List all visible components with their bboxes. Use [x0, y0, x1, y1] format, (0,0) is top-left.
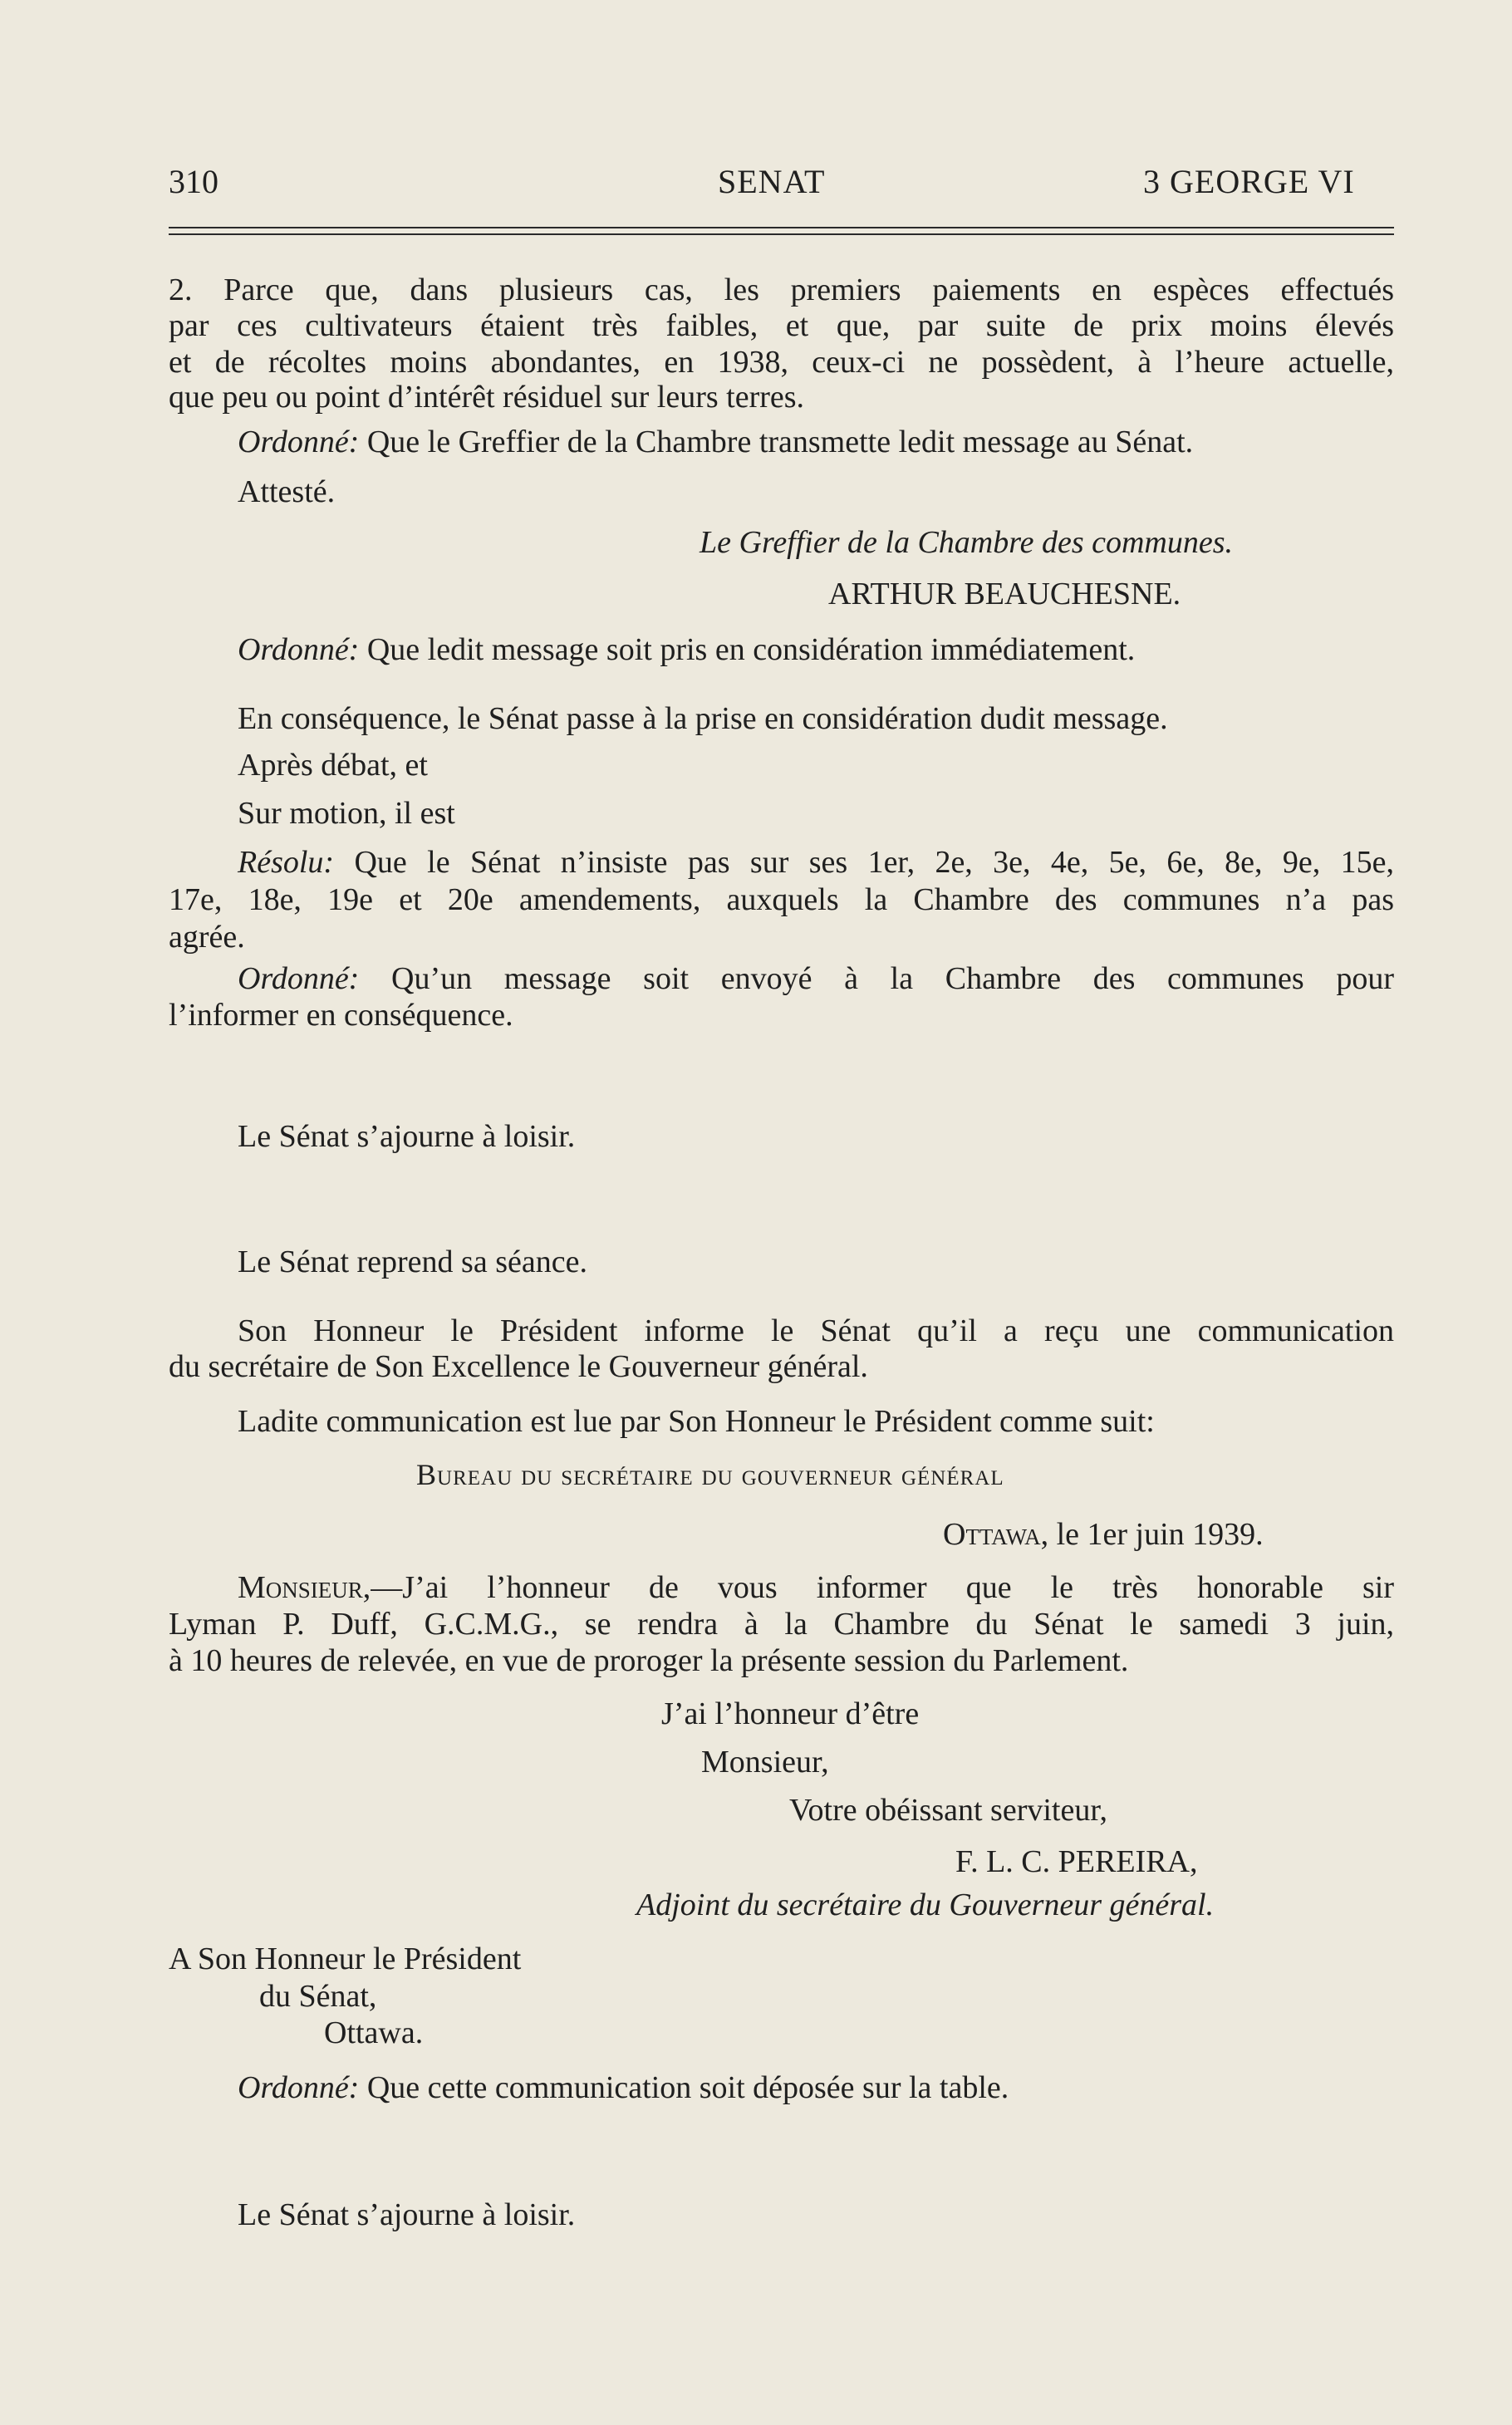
ordonne3-line1 [238, 960, 1394, 998]
letter-body-text1: —J’ai l’honneur de vous informer que le très honorable sir [371, 1570, 1394, 1605]
page-number: 310 [169, 163, 218, 200]
ordonne3-label: Ordonné: [238, 961, 360, 996]
session-label: 3 GEORGE VI [1143, 163, 1355, 200]
letter-body-line2: Lyman P. Duff, G.C.M.G., se rendra à la Chambre du Sénat le samedi 3 juin, [169, 1607, 1394, 1642]
letter-sig-title: Adjoint du secrétaire du Gouverneur général. [636, 1887, 1215, 1922]
letter-place: Ottawa, [943, 1517, 1049, 1552]
reprend: Le Sénat reprend sa séance. [238, 1244, 587, 1279]
letter-address1: A Son Honneur le Président [169, 1941, 522, 1976]
consequence: En conséquence, le Sénat passe à la prise en considération dudit message. [238, 701, 1168, 736]
atteste: Attesté. [238, 474, 336, 509]
ordonne1-text: Que le Greffier de la Chambre transmette ledit message au Sénat. [366, 425, 1194, 459]
ajourne1: Le Sénat s’ajourne à loisir. [238, 1119, 576, 1154]
sur-motion: Sur motion, il est [238, 796, 455, 831]
ordonne2-text: Que ledit message soit pris en considération immédiatement. [366, 632, 1136, 667]
ordonne1-label: Ordonné: [238, 425, 360, 459]
para1-line3: et de récoltes moins abondantes, en 1938, ceux-ci ne possèdent, à l’heure actuelle, [169, 345, 1394, 380]
resolu-line2: 17e, 18e, 19e et 20e amendements, auxquels la Chambre des communes n’a pas [169, 882, 1394, 917]
honneur-line1: Son Honneur le Président informe le Sénat qu’il a reçu une communication [238, 1313, 1394, 1348]
ordonne4-label: Ordonné: [238, 2070, 360, 2105]
apres-debat: Après débat, et [238, 748, 428, 783]
resolu-line1 [238, 843, 1394, 881]
ordonne4-text: Que cette communication soit déposée sur la table. [366, 2070, 1009, 2105]
letter-office: Bureau du secrétaire du gouverneur général [416, 1458, 1004, 1491]
ordonne4 [238, 2069, 1009, 2107]
letter-salutation: Monsieur, [238, 1570, 371, 1605]
para1-line1: 2. Parce que, dans plusieurs cas, les premiers paiements en espèces effectués [169, 272, 1394, 307]
letter-body-line1 [238, 1568, 1394, 1607]
resolu-label: Résolu: [238, 845, 335, 880]
honneur-line2: du secrétaire de Son Excellence le Gouverneur général. [169, 1349, 868, 1384]
greffier-title: Le Greffier de la Chambre des communes. [700, 525, 1234, 560]
ordonne3-line2: l’informer en conséquence. [169, 998, 513, 1033]
letter-closing1: J’ai l’honneur d’être [661, 1696, 920, 1731]
ordonne3-text1: Qu’un message soit envoyé à la Chambre des communes pour [391, 961, 1394, 996]
resolu-line3: agrée. [169, 920, 245, 955]
resolu-text1: Que le Sénat n’insiste pas sur ses 1er, 2e, 3e, 4e, 5e, 6e, 8e, 9e, 15e, [354, 845, 1395, 880]
letter-address3: Ottawa. [324, 2015, 424, 2050]
letter-dateline [943, 1515, 1264, 1554]
letter-body-line3: à 10 heures de relevée, en vue de proroger la présente session du Parlement. [169, 1643, 1129, 1678]
ordonne1 [238, 423, 1193, 461]
ordonne2 [238, 631, 1135, 669]
para1-line2: par ces cultivateurs étaient très faibles, et que, par suite de prix moins élevés [169, 308, 1394, 343]
letter-date: le 1er juin 1939. [1056, 1517, 1264, 1552]
letter-closing3: Votre obéissant serviteur, [789, 1793, 1107, 1828]
ordonne2-label: Ordonné: [238, 632, 360, 667]
letter-signature: F. L. C. PEREIRA, [955, 1844, 1198, 1879]
lue: Ladite communication est lue par Son Honneur le Président comme suit: [238, 1404, 1155, 1439]
letter-address2: du Sénat, [259, 1979, 377, 2014]
para1-line4: que peu ou point d’intérêt résiduel sur leurs terres. [169, 380, 805, 415]
header-rule-bottom [169, 233, 1394, 235]
header-rule-top [169, 227, 1394, 228]
ajourne2: Le Sénat s’ajourne à loisir. [238, 2197, 576, 2232]
page-title: SENAT [718, 163, 826, 200]
letter-closing2: Monsieur, [701, 1745, 829, 1779]
greffier-name: ARTHUR BEAUCHESNE. [828, 577, 1181, 611]
